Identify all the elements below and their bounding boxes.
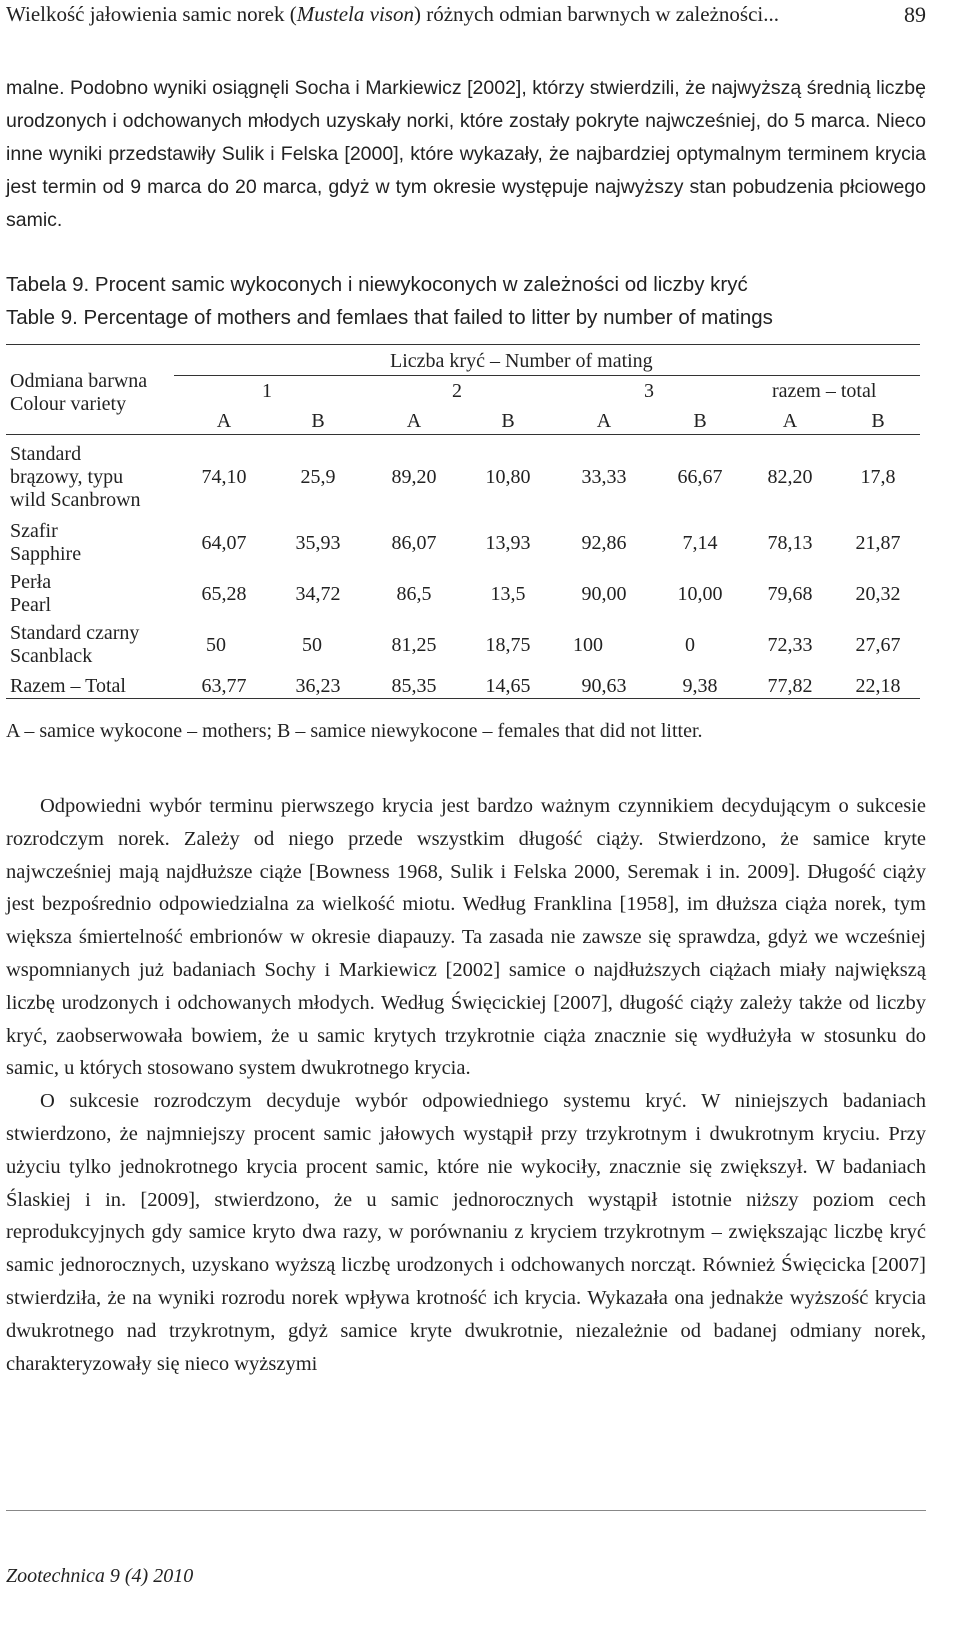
row-label-line: Standard	[10, 443, 82, 465]
table-cell: 35,93	[295, 532, 341, 554]
journal-footer: Zootechnica 9 (4) 2010	[6, 1565, 194, 1587]
header-sub-b: B	[871, 410, 885, 432]
table-cell: 89,20	[391, 466, 437, 488]
header-sub-a: A	[216, 410, 232, 432]
header-sub-a: A	[406, 410, 422, 432]
header-group-label: Liczba kryć – Number of mating	[390, 350, 653, 372]
table-note: A – samice wykocone – mothers; B – samice niewykocone – females that did not litter.	[6, 720, 703, 742]
table-cell: 18,75	[485, 634, 531, 656]
table-bottom-rule	[6, 698, 920, 699]
results-table	[6, 342, 920, 710]
row-label-line: Perła	[10, 571, 52, 593]
header-sub-b: B	[501, 410, 515, 432]
row-label-line: wild Scanbrown	[10, 489, 141, 511]
table-cell: 65,28	[201, 583, 247, 605]
table-cell: 92,86	[581, 532, 627, 554]
table-cell: 17,8	[860, 466, 896, 488]
table-cell: 85,35	[391, 675, 437, 697]
table-cell: 13,93	[485, 532, 531, 554]
table-cell: 27,67	[855, 634, 901, 656]
row-label-line: Szafir	[10, 520, 58, 542]
running-title-species: Mustela vison	[296, 2, 414, 26]
header-group-1: 1	[262, 380, 272, 402]
table-cell: 90,63	[581, 675, 627, 697]
body-paragraph: Odpowiedni wybór terminu pierwszego krycia jest bardzo ważnym czynnikiem decydującym o sukcesie rozrodczym norek. Zależy od niego przede wszystkim długość ciąży. Stwierdzono, że samice kryte najwcześniej mają najdłuższe ciąże [Bowness 1968, Sulik i Felska 2000, Seremak i in. 2009]. Długość ciąży jest bezpośrednio odpowiedzialna za wielkość miotu. Według Franklina [1958], im dłuższa ciąża norek, tym większa śmiertelność embrionów w okresie diapauzy. Ta zasada nie zawsze się sprawdza, gdyż we wcześniej wspomnianych już badaniach Sochy i Markiewicz [2002] samice o najdłuższych ciążach miały największą liczbę urodzonych i odchowanych młodych. Według Święcickiej [2007], długość ciąży zależy także od liczby kryć, zaobserwowała bowiem, że u samic krytych trzykrotnie ciąża znacznie się wydłużyła w stosunku do samic, u których stosowano system dwukrotnego krycia.	[6, 795, 926, 1080]
table-cell: 100	[573, 634, 603, 656]
running-title-post: ) różnych odmian barwnych w zależności...	[413, 2, 779, 26]
table-cell: 9,38	[682, 675, 718, 697]
table-cell: 50	[206, 634, 226, 656]
row-label-line: Sapphire	[10, 543, 82, 565]
footer-rule	[6, 1510, 926, 1511]
table-cell: 77,82	[767, 675, 813, 697]
table-cell: 81,25	[391, 634, 437, 656]
table-cell: 86,07	[391, 532, 437, 554]
row-label-total: Razem – Total	[10, 675, 126, 697]
table-cell: 50	[302, 634, 322, 656]
header-sub-a: A	[596, 410, 612, 432]
table-cell: 10,00	[677, 583, 723, 605]
header-group-3: 3	[644, 380, 654, 402]
table-cell: 79,68	[767, 583, 813, 605]
table-top-rule	[6, 344, 920, 345]
table-caption-en: Table 9. Percentage of mothers and femlaes that failed to litter by number of matings	[6, 306, 773, 329]
header-sub-a: A	[782, 410, 798, 432]
table-cell: 90,00	[581, 583, 627, 605]
table-cell: 7,14	[682, 532, 718, 554]
table-cell: 66,67	[677, 466, 723, 488]
table-cell: 33,33	[581, 466, 627, 488]
header-variety-en: Colour variety	[10, 393, 127, 415]
row-label-line: Pearl	[10, 594, 52, 616]
row-label-line: brązowy, typu	[10, 466, 124, 488]
table-cell: 14,65	[485, 675, 531, 697]
table-cell: 0	[685, 634, 695, 656]
table-header-rule	[6, 434, 920, 435]
table-cell: 78,13	[767, 532, 813, 554]
page-number: 89	[904, 2, 926, 27]
header-sub-b: B	[693, 410, 707, 432]
header-group-total: razem – total	[772, 380, 877, 402]
body-text	[6, 790, 926, 1380]
table-caption-pl: Tabela 9. Procent samic wykoconych i niewykoconych w zależności od liczby kryć	[6, 273, 748, 296]
row-label-line: Scanblack	[10, 645, 93, 667]
header-variety-pl: Odmiana barwna	[10, 370, 148, 392]
row-label-line: Standard czarny	[10, 622, 140, 644]
header-sub-b: B	[311, 410, 325, 432]
table-cell: 21,87	[855, 532, 901, 554]
table-cell: 20,32	[855, 583, 901, 605]
table-cell: 34,72	[295, 583, 341, 605]
intro-paragraph: malne. Podobno wyniki osiągnęli Socha i Markiewicz [2002], którzy stwierdzili, że najwyższą średnią liczbę urodzonych i odchowanych młodych uzyskały norki, które zostały pokryte najwcześniej, do 5 marca. Nieco inne wyniki przedstawiły Sulik i Felska [2000], które wykazały, że najbardziej optymalnym terminem krycia jest termin od 9 marca do 20 marca, gdyż w tym okresie występuje najwyższy stan pobudzenia płciowego samic.	[6, 77, 926, 231]
table-cell: 64,07	[201, 532, 247, 554]
table-cell: 74,10	[201, 466, 247, 488]
table-cell: 25,9	[300, 466, 336, 488]
table-cell: 36,23	[295, 675, 341, 697]
table-cell: 10,80	[485, 466, 531, 488]
table-cell: 22,18	[855, 675, 901, 697]
table-cell: 13,5	[490, 583, 526, 605]
body-paragraph: O sukcesie rozrodczym decyduje wybór odpowiedniego systemu kryć. W niniejszych badaniach stwierdzono, że najmniejszy procent samic jałowych wystąpił przy trzykrotnym i dwukrotnym kryciu. Przy użyciu tylko jednokrotnego krycia procent samic, które nie wykociły, znacznie się zwiększył. W badaniach Ślaskiej i in. [2009], stwierdzono, że u samic jednorocznych wystąpił istotnie niższy poziom cech reprodukcyjnych gdy samice kryto dwa razy, w porównaniu z kryciem trzykrotnym – zwiększając liczbę kryć samic jednorocznych, uzyskano wyższą liczbę urodzonych i odchowanych norcząt. Również Święcicka [2007] stwierdziła, że na wyniki rozrodu norek wpływa krotność ich krycia. Wykazała ona jednakże wyższość krycia dwukrotnego nad trzykrotnym, gdyż samice kryte dwukrotnie, niezależnie od badanej odmiany norek, charakteryzowały się nieco wyższymi	[6, 1090, 926, 1375]
header-group-2: 2	[452, 380, 462, 402]
table-cell: 82,20	[767, 466, 813, 488]
running-header	[6, 0, 926, 32]
table-group-rule	[174, 375, 920, 376]
table-cell: 72,33	[767, 634, 813, 656]
running-title-pre: Wielkość jałowienia samic norek (	[6, 2, 297, 26]
table-cell: 63,77	[201, 675, 247, 697]
running-title	[6, 1, 779, 27]
table-cell: 86,5	[396, 583, 432, 605]
